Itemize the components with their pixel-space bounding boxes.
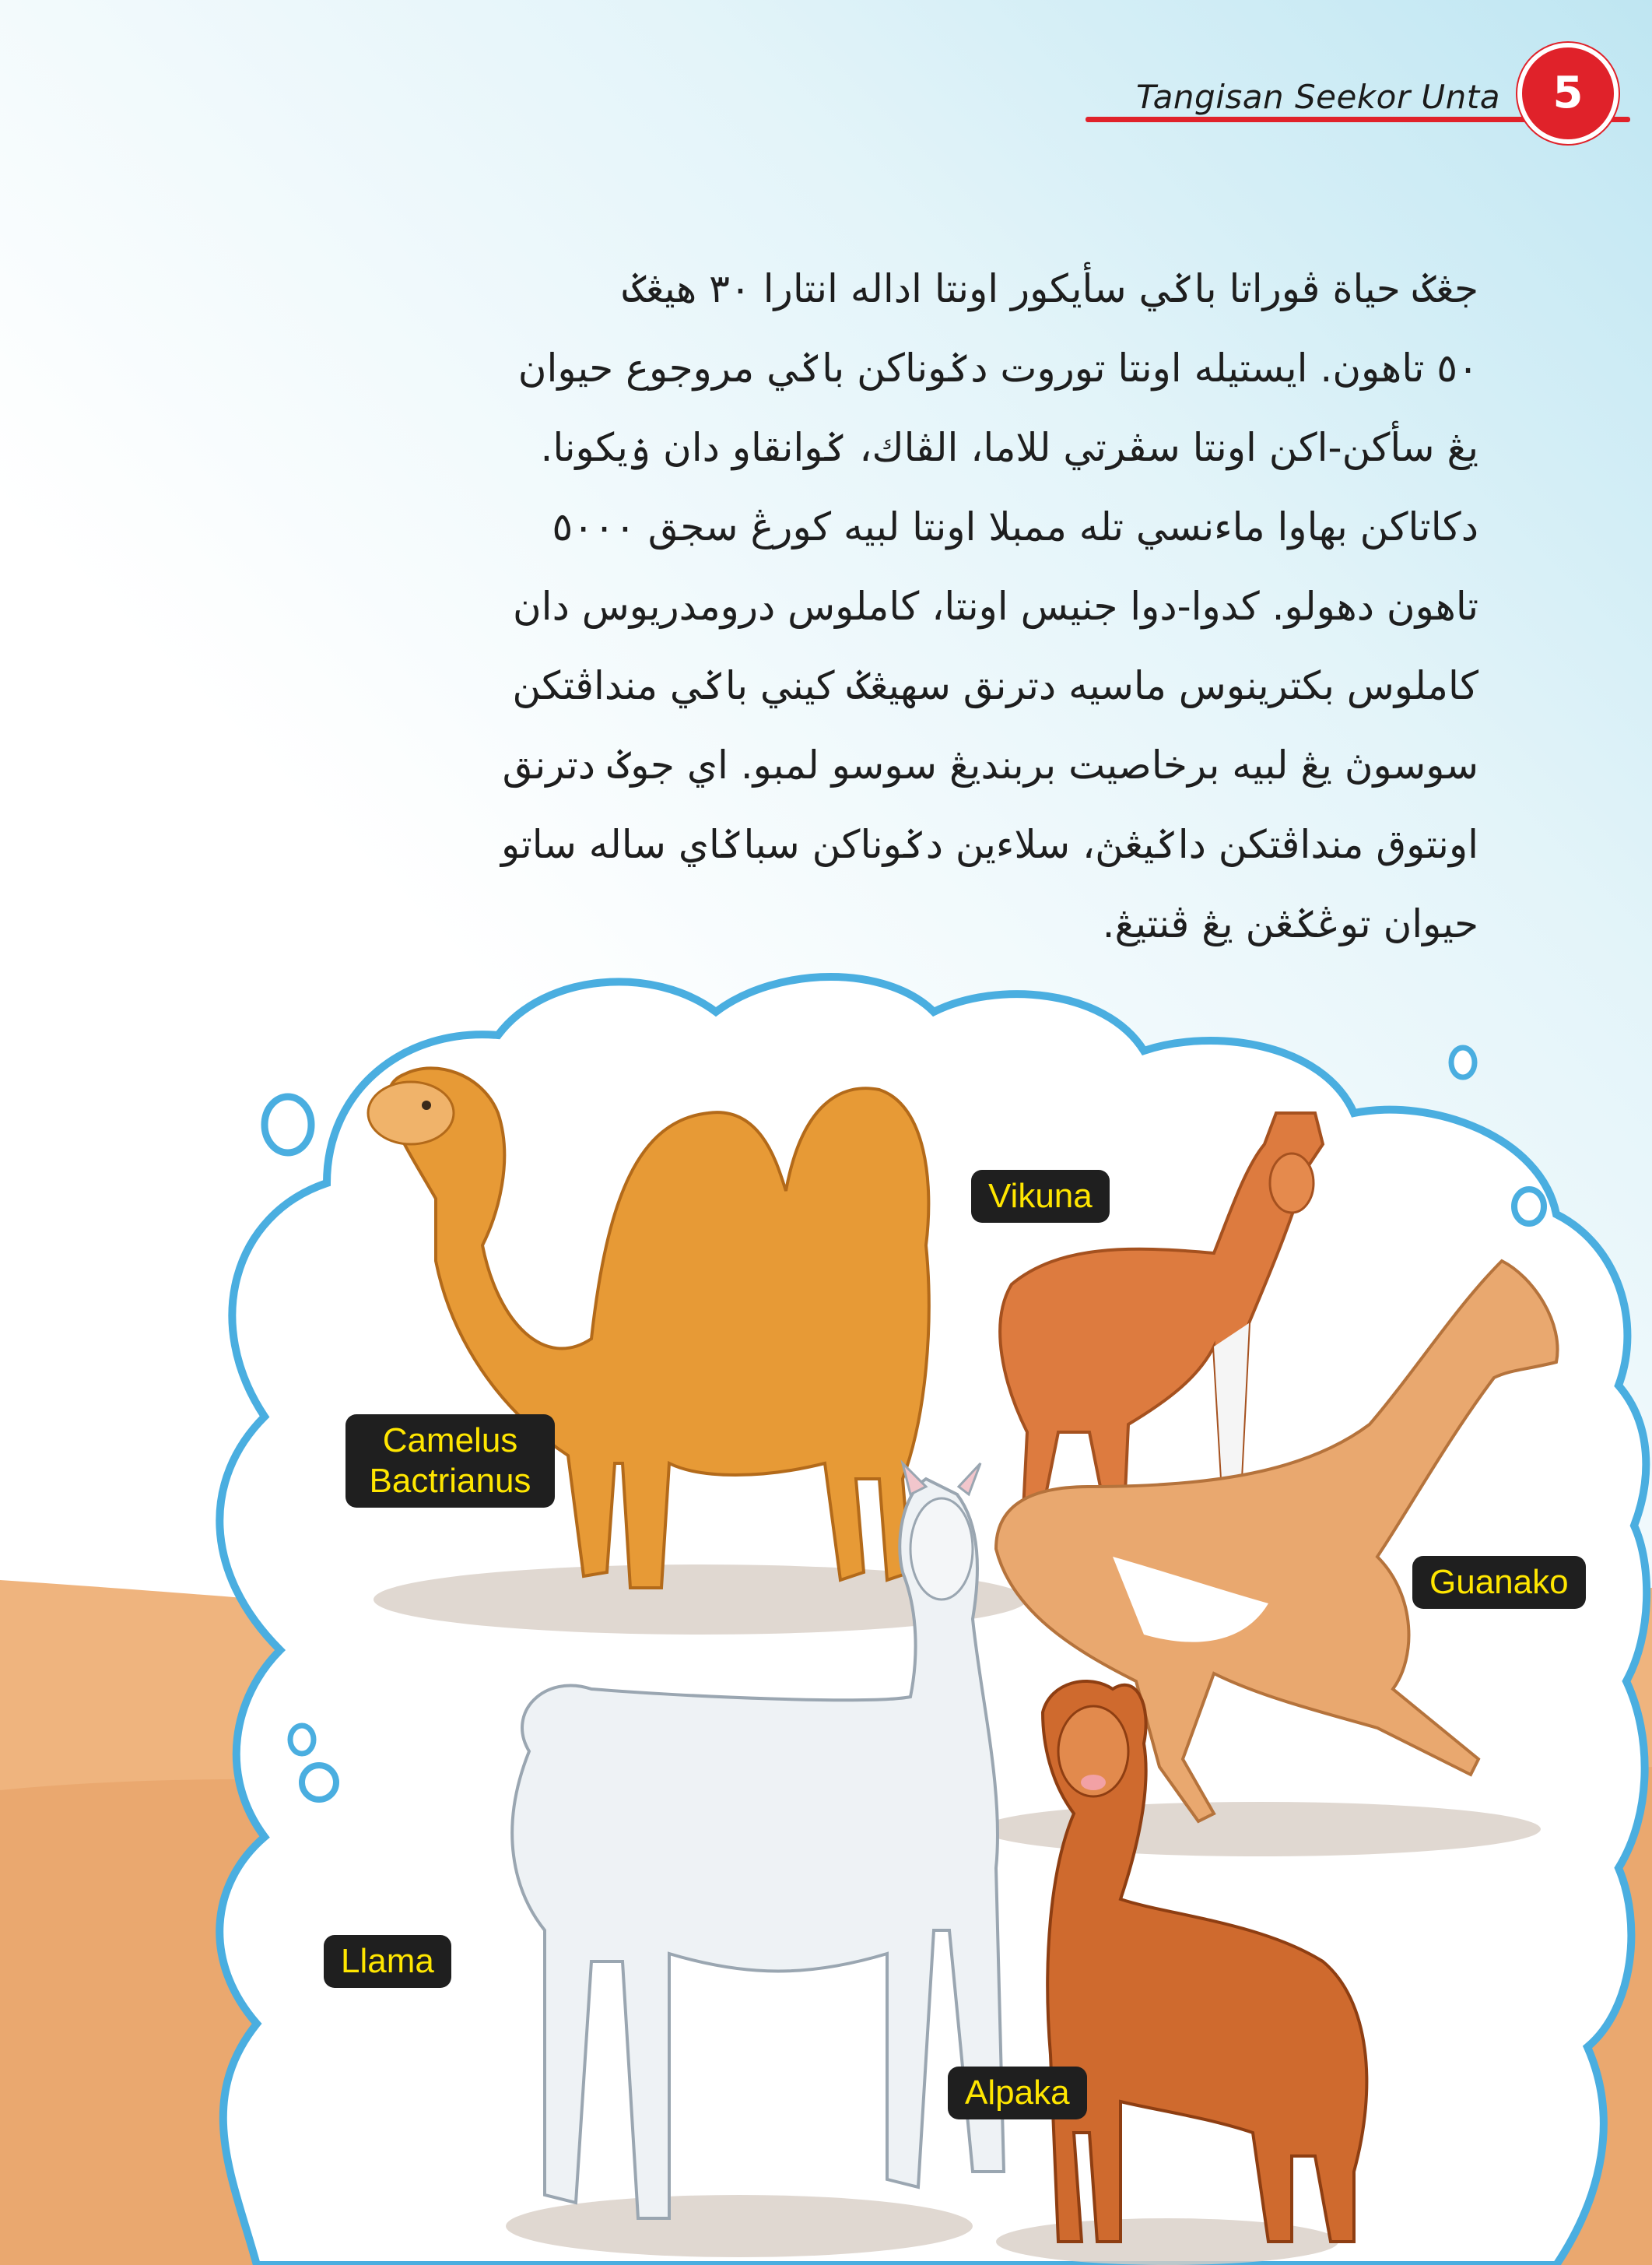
label-vikuna: Vikuna xyxy=(971,1170,1110,1223)
body-line: دكاتاكن بهاوا ماءنسي تله ممبلا اونتا لبيه كورڠ سجق ٥٠٠٠ xyxy=(552,504,1478,550)
page-number: 5 xyxy=(1552,68,1584,118)
body-line: كاملوس بكترينوس ماسيه دترنق سهيڠݢ كيني باݢي منداڤتكن xyxy=(512,663,1478,708)
body-line: حيوان توڠݢڠن يڠ ڤنتيڠ. xyxy=(1102,901,1478,946)
cloud-bubble xyxy=(290,1726,314,1754)
label-alpaka: Alpaka xyxy=(948,2067,1087,2119)
body-line: تاهون دهولو. كدوا-دوا جنيس اونتا، كاملوس درومدريوس دان xyxy=(512,584,1478,629)
label-camelus-line2: Bactrianus xyxy=(369,1462,531,1500)
label-camelus-line1: Camelus xyxy=(382,1421,518,1459)
cloud-bubble xyxy=(302,1765,336,1800)
body-line: يڠ سأكن-اكن اونتا سڤرتي للاما، الڤاك، ݢوانقاو دان ۏيكونا. xyxy=(540,425,1478,470)
cloud-bubble xyxy=(1451,1048,1475,1077)
body-line: اونتوق منداڤتكن داݢيڠڽ، سلاءين دݢوناكن سباݢاي ساله ساتو xyxy=(500,822,1478,867)
label-camelus-bactrianus xyxy=(345,1414,555,1508)
body-line: جڠݢ حياة ڤوراتا باݢي سأيكور اونتا اداله انتارا ٣٠ هيڠݢ xyxy=(623,266,1478,311)
chapter-title: Tangisan Seekor Unta xyxy=(1135,78,1500,116)
cloud-bubble xyxy=(265,1097,311,1153)
label-guanako: Guanako xyxy=(1412,1556,1586,1609)
body-line: ٥٠ تاهون. ايستيله اونتا توروت دݢوناكن باݢي مروجوع حيوان xyxy=(517,346,1478,391)
body-line: سوسوڽ يڠ لبيه برخاصيت بربنديڠ سوسو لمبو. اي جوݢ دترنق xyxy=(502,743,1478,788)
cloud-bubble xyxy=(1514,1189,1544,1224)
label-llama: Llama xyxy=(324,1935,451,1988)
